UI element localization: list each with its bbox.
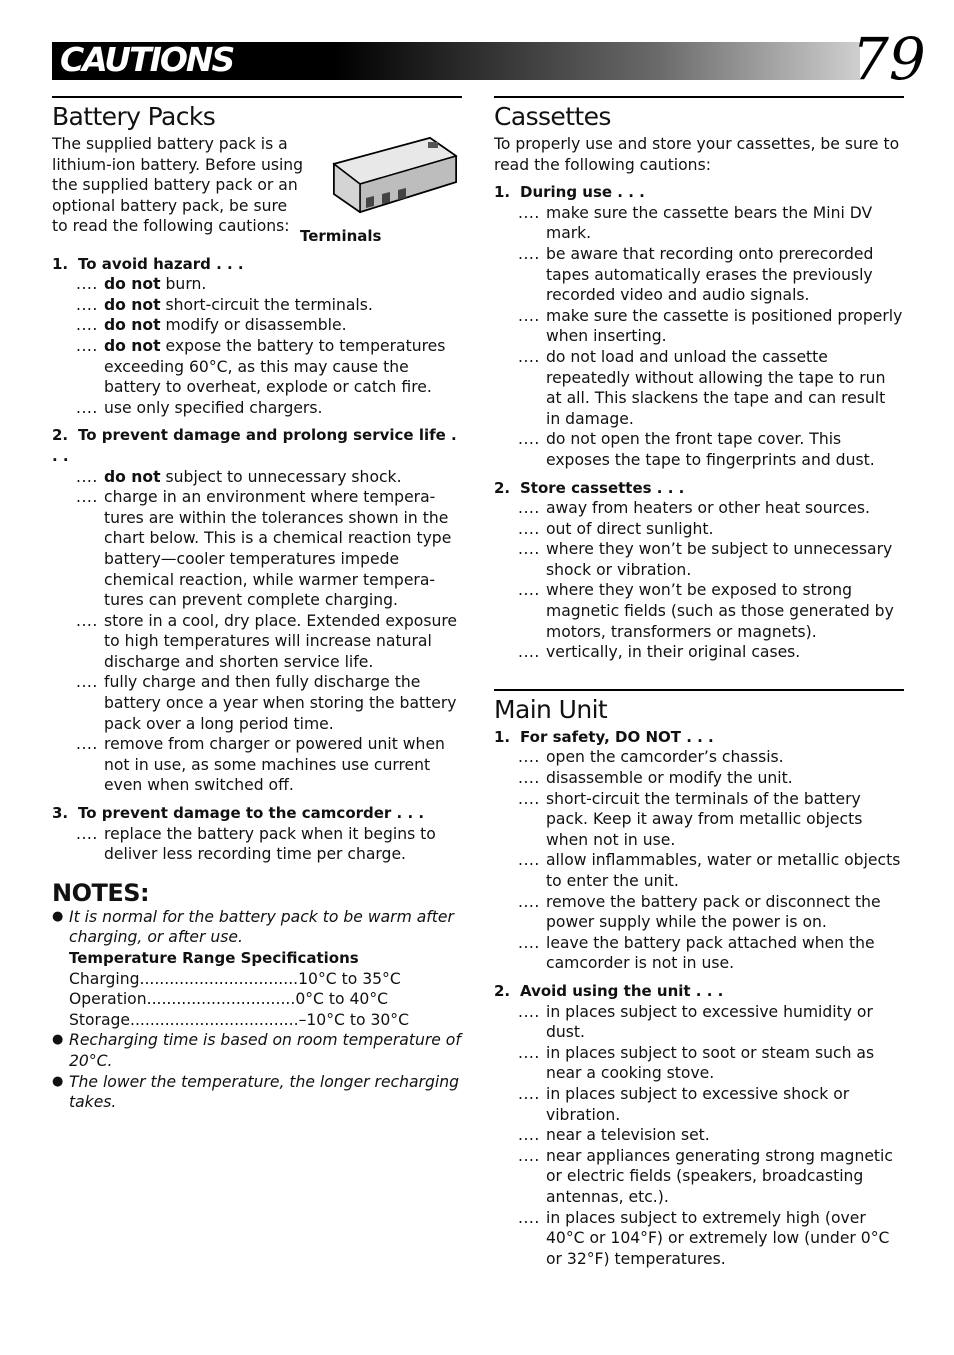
list-item: .... near appliances generating strong magnetic or electric fields (speakers, broadcasting antennas, etc.). [494, 1146, 904, 1208]
main-unit-heading: Main Unit [494, 689, 904, 727]
main-unit-group-2 [494, 981, 904, 1269]
battery-figure [300, 134, 462, 247]
list-item: .... in places subject to excessive humidity or dust. [494, 1002, 904, 1043]
list-item: .... do not modify or disassemble. [52, 315, 462, 336]
list-item: .... in places subject to excessive shock or vibration. [494, 1084, 904, 1125]
list-item: .... be aware that recording onto prerecorded tapes automatically erases the previously recorded video and audio signals. [494, 244, 904, 306]
list-item: .... do not short-circuit the terminals. [52, 295, 462, 316]
list-item: .... remove the battery pack or disconnect the power supply while the power is on. [494, 892, 904, 933]
list-item: .... replace the battery pack when it begins to deliver less recording time per charge. [52, 824, 462, 865]
group-heading: 3. To prevent damage to the camcorder . . . [52, 804, 425, 823]
page-title: CAUTIONS [60, 40, 234, 79]
spec-row: Charging ................................ 10°C to 35°C [69, 969, 401, 988]
group-heading: 1. During use . . . [494, 183, 645, 202]
terminals-caption: Terminals [300, 227, 382, 245]
list-item: .... leave the battery pack attached when the camcorder is not in use. [494, 933, 904, 974]
bullet-icon: ● [52, 1032, 64, 1048]
group-heading: 2. Store cassettes . . . [494, 478, 685, 497]
list-item: .... do not load and unload the cassette repeatedly without allowing the tape to run at all. This slackens the tape and can result in damage. [494, 347, 904, 429]
battery-group-1 [52, 254, 462, 419]
battery-pack-icon [330, 134, 460, 224]
cassettes-group-1 [494, 182, 904, 470]
spec-row: Operation .............................. 0°C to 40°C [69, 990, 389, 1009]
left-column [52, 96, 462, 1113]
list-item: .... out of direct sunlight. [494, 519, 904, 540]
list-item: .... where they won’t be exposed to strong magnetic fields (such as those generated by motors, transformers or magnets). [494, 580, 904, 642]
group-heading: 2. Avoid using the unit . . . [494, 981, 724, 1000]
list-item: .... make sure the cassette is positioned properly when inserting. [494, 306, 904, 347]
battery-packs-heading: Battery Packs [52, 96, 462, 134]
battery-group-3 [52, 803, 462, 865]
note-item: ● The lower the temperature, the longer recharging takes. [52, 1072, 459, 1112]
note-item: ● Recharging time is based on room temperature of 20°C. [52, 1031, 461, 1070]
list-item: .... charge in an environment where tempera-tures are within the tolerances shown in the chart below. This is a chemical reaction type battery—cooler temperatures impede chemical reaction, while warmer tempera-tures can prevent complete charging. [52, 487, 462, 611]
list-item: .... remove from charger or powered unit when not in use, as some machines use current even when switched off. [52, 734, 462, 796]
list-item: .... in places subject to soot or steam such as near a cooking stove. [494, 1043, 904, 1084]
list-item: .... open the camcorder’s chassis. [494, 747, 904, 768]
notes-heading: NOTES: [52, 878, 150, 907]
bullet-icon: ● [52, 908, 64, 924]
list-item: .... short-circuit the terminals of the battery pack. Keep it away from metallic objects when not in use. [494, 789, 904, 851]
list-item: .... do not open the front tape cover. This exposes the tape to fingerprints and dust. [494, 429, 904, 470]
cassettes-heading: Cassettes [494, 96, 904, 134]
list-item: .... use only specified chargers. [52, 398, 462, 419]
page-number: 79 [852, 25, 926, 93]
spec-title: Temperature Range Specifications [69, 949, 359, 967]
list-item: .... store in a cool, dry place. Extended exposure to high temperatures will increase natural discharge and shorten service life. [52, 611, 462, 673]
list-item: .... do not burn. [52, 274, 462, 295]
bullet-icon: ● [52, 1073, 64, 1089]
list-item: .... in places subject to extremely high (over 40°C or 104°F) or extremely low (under 0°C or 32°F) temperatures. [494, 1208, 904, 1270]
group-heading: 1. For safety, DO NOT . . . [494, 727, 714, 746]
group-heading: 1. To avoid hazard . . . [52, 254, 244, 273]
list-item: .... near a television set. [494, 1125, 904, 1146]
battery-intro-text: The supplied battery pack is a lithium-ion battery. Before using the supplied battery pack or an optional battery pack, be sure to read the following cautions: [52, 135, 304, 236]
list-item: .... disassemble or modify the unit. [494, 768, 904, 789]
list-item: .... away from heaters or other heat sources. [494, 498, 904, 519]
list-item: .... where they won’t be subject to unnecessary shock or vibration. [494, 539, 904, 580]
list-item: .... fully charge and then fully discharge the battery once a year when storing the battery pack over a long period time. [52, 672, 462, 734]
list-item: .... allow inflammables, water or metallic objects to enter the unit. [494, 850, 904, 891]
note-item: ● It is normal for the battery pack to be warm after charging, or after use. [52, 907, 454, 947]
cassettes-group-2 [494, 478, 904, 663]
temperature-spec [52, 948, 462, 1030]
group-heading: 2. To prevent damage and prolong service life . . . [52, 426, 457, 465]
battery-group-2 [52, 425, 462, 796]
list-item: .... do not subject to unnecessary shock. [52, 467, 462, 488]
battery-intro [52, 134, 462, 247]
list-item: .... do not expose the battery to temperatures exceeding 60°C, as this may cause the battery to overheat, explode or catch fire. [52, 336, 462, 398]
list-item: .... vertically, in their original cases. [494, 642, 904, 663]
right-column [494, 96, 904, 1269]
cassettes-intro: To properly use and store your cassettes, be sure to read the following cautions: [494, 135, 900, 174]
main-unit-group-1 [494, 727, 904, 974]
list-item: .... make sure the cassette bears the Mini DV mark. [494, 203, 904, 244]
spec-row: Storage .................................. –10°C to 30°C [69, 1010, 409, 1029]
